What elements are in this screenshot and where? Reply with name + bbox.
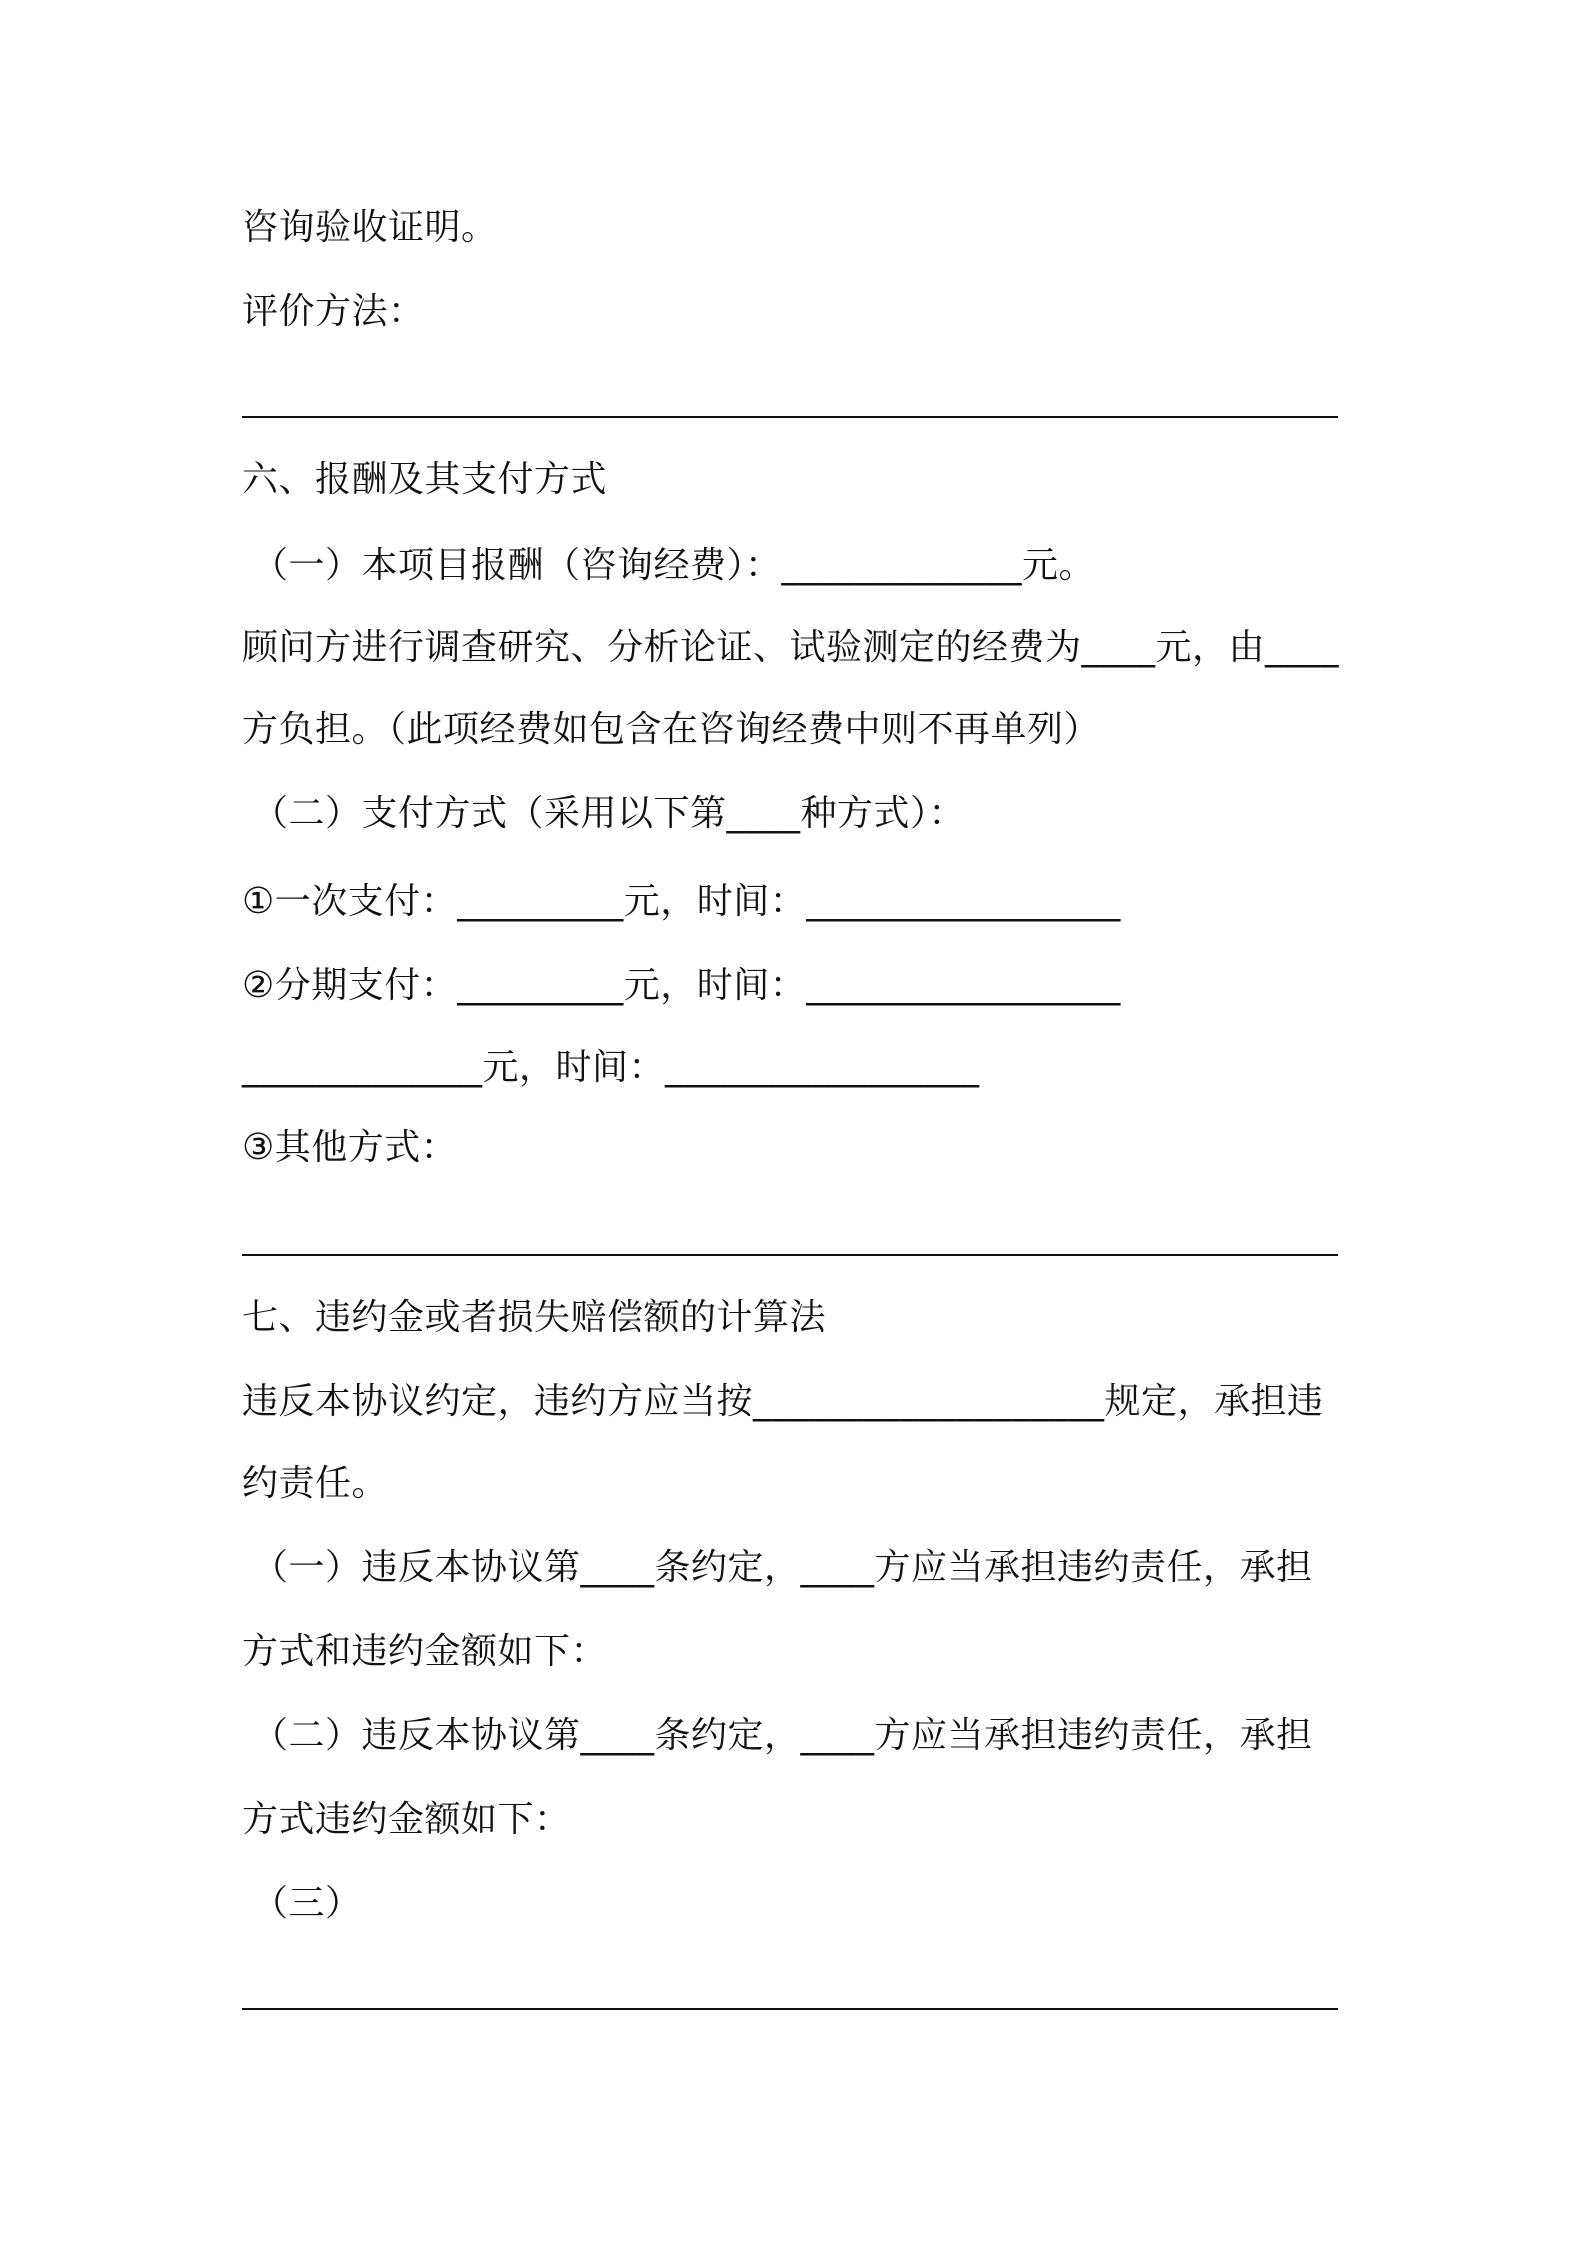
text-line-other-method: ③其他方式： (242, 1127, 458, 1168)
text-line-installment-cont: _____________元，时间：_________________ (242, 1047, 980, 1088)
text-line-research-fee: 顾问方进行调查研究、分析论证、试验测定的经费为____元，由____ (242, 627, 1340, 668)
text-line-fee-note: 方负担。（此项经费如包含在咨询经费中则不再单列） (242, 709, 1101, 750)
text-line-installment: ②分期支付：_________元，时间：_________________ (242, 965, 1121, 1006)
text-line-breach-rule: 违反本协议约定，违约方应当按___________________规定，承担违 (242, 1381, 1324, 1422)
text-line-lump-sum: ①一次支付：_________元，时间：_________________ (242, 881, 1121, 922)
text-line-breach-one-cont: 方式和违约金额如下： (242, 1631, 608, 1672)
blank-fill-line (242, 416, 1338, 418)
blank-fill-line (242, 1254, 1338, 1256)
text-line-evaluation-method: 评价方法： (242, 291, 425, 332)
text-line-breach-two-cont: 方式违约金额如下： (242, 1799, 571, 1840)
section-heading-penalty: 七、违约金或者损失赔偿额的计算法 (242, 1297, 827, 1338)
text-line-breach-three: （三） (252, 1883, 362, 1924)
text-line-project-fee: （一）本项目报酬（咨询经费）：_____________元。 (252, 545, 1096, 586)
text-line-breach-two: （二）违反本协议第____条约定，____方应当承担违约责任，承担 (252, 1715, 1313, 1756)
section-heading-payment: 六、报酬及其支付方式 (242, 459, 608, 500)
text-line-breach-one: （一）违反本协议第____条约定，____方应当承担违约责任，承担 (252, 1547, 1313, 1588)
text-line-acceptance-proof: 咨询验收证明。 (242, 207, 498, 248)
text-line-breach-rule-cont: 约责任。 (242, 1463, 389, 1504)
text-line-payment-method: （二）支付方式（采用以下第____种方式）： (252, 793, 966, 834)
blank-fill-line (242, 2008, 1338, 2010)
